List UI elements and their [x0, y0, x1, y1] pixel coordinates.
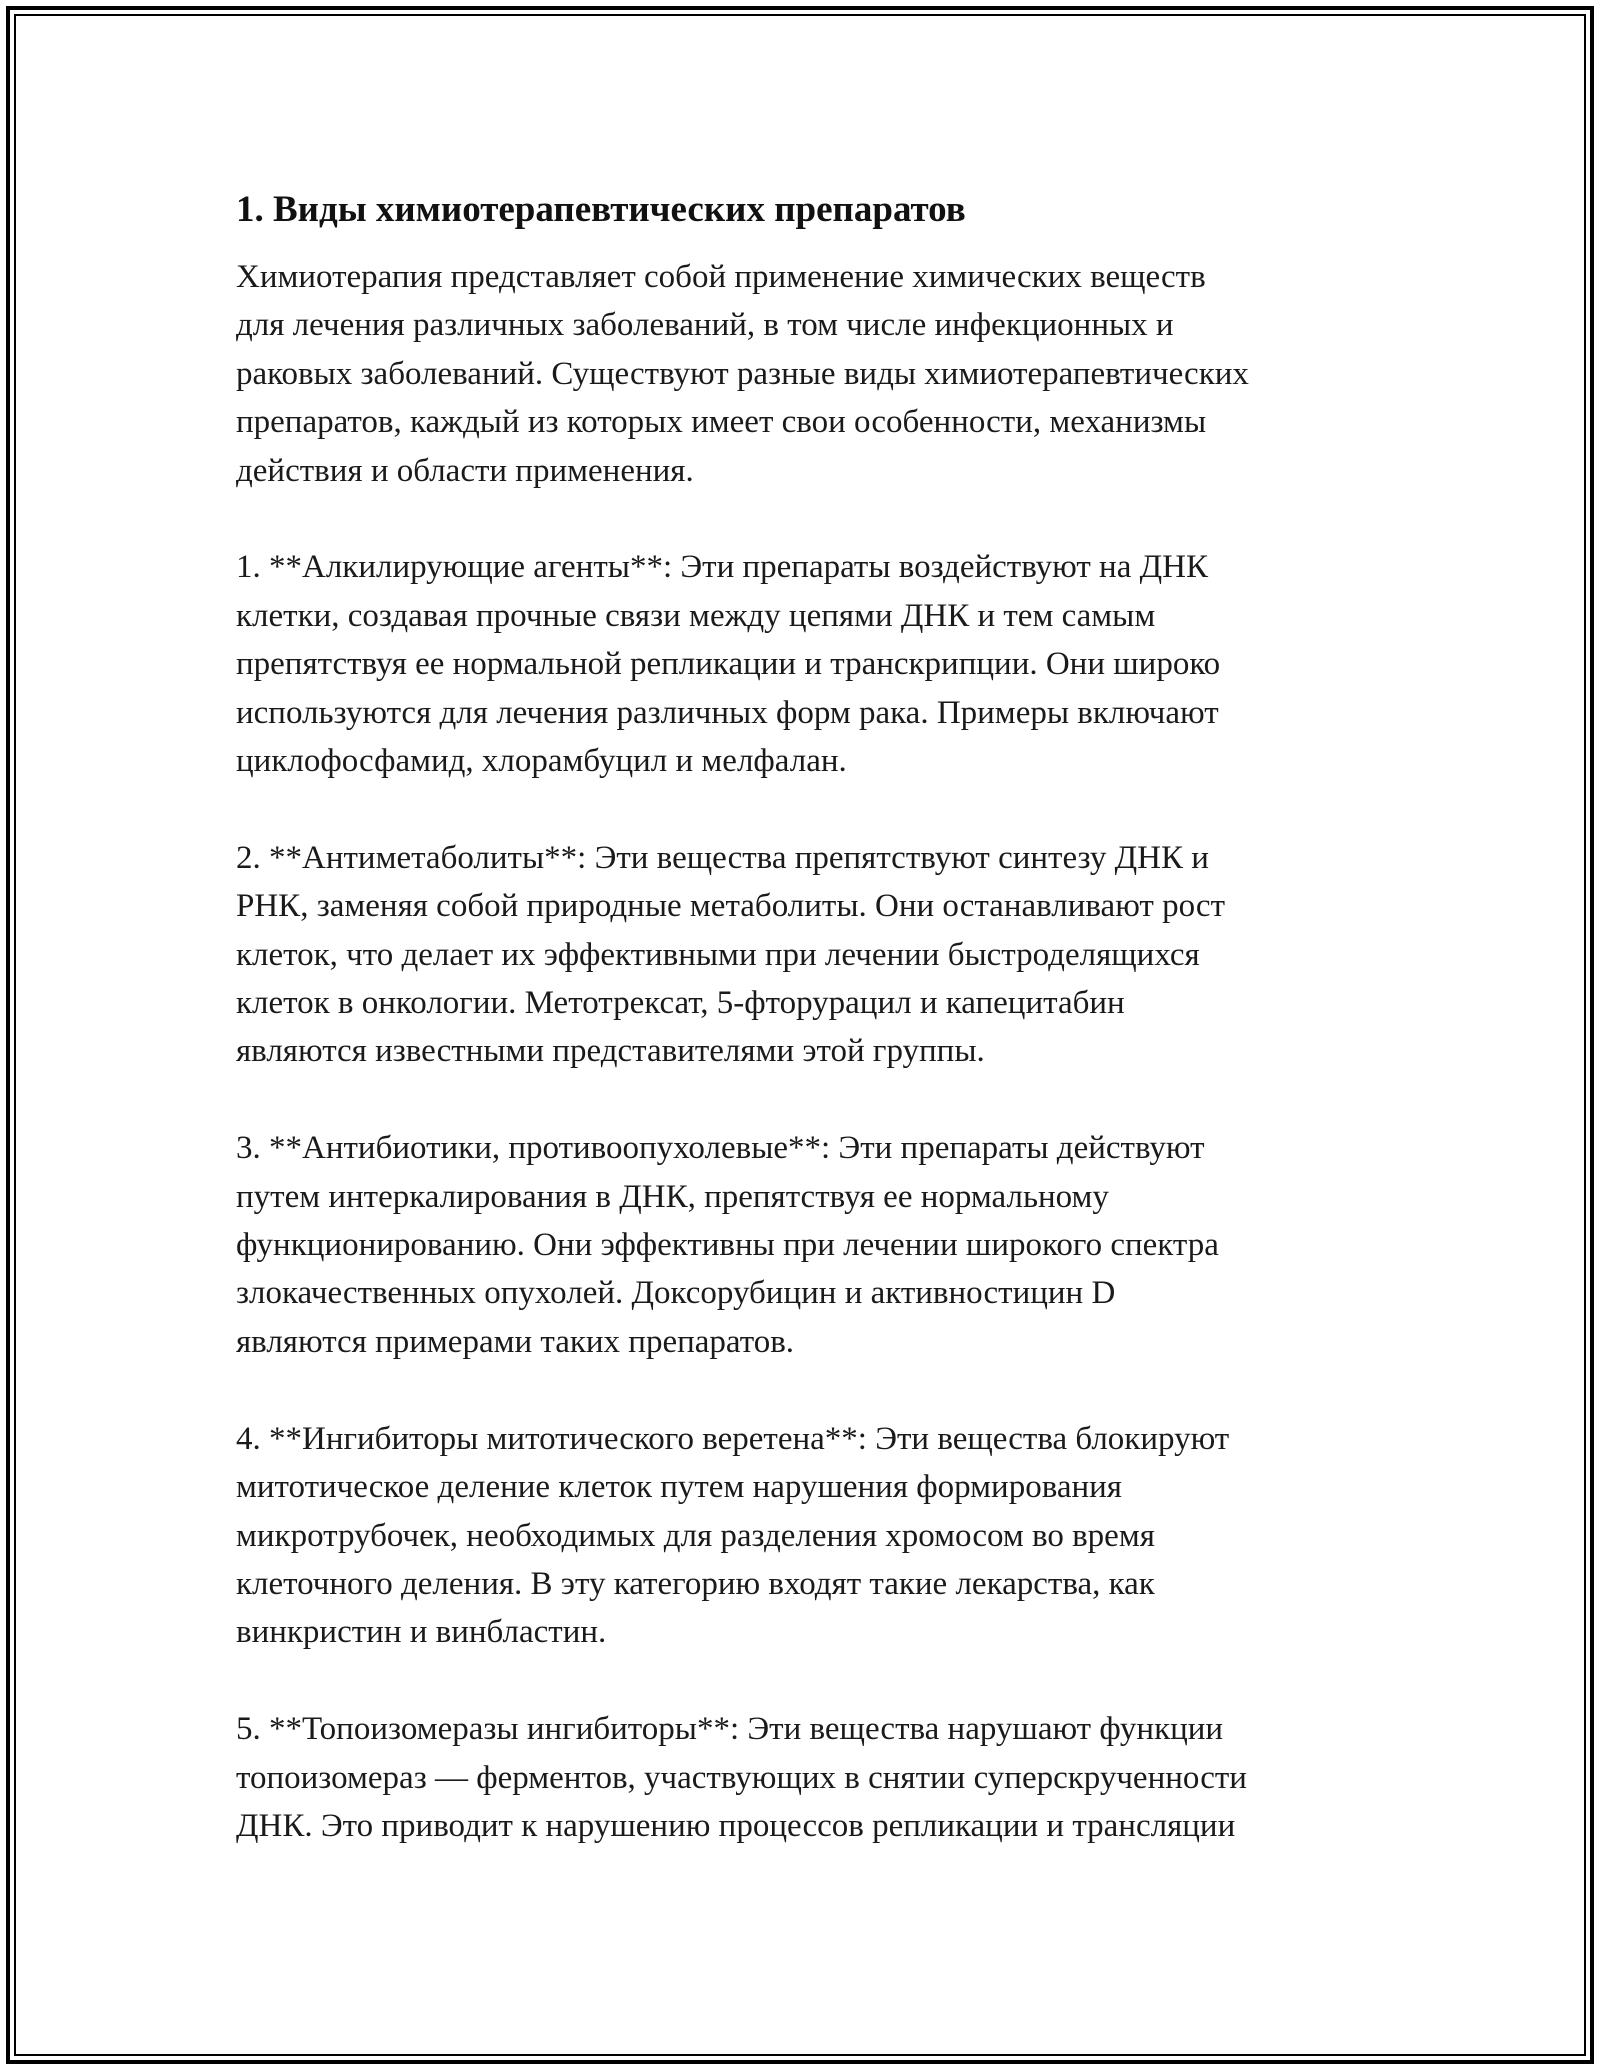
list-item-alkylating-agents: 1. **Алкилирующие агенты**: Эти препараты воздействуют на ДНК клетки, создавая прочные связи между цепями ДНК и тем самым препятствуя ее нормальной репликации и транскрипции. Они широко используются для лечения различных форм рака. Примеры включают циклофосфамид, хлорамбуцил и мелфалан. — [236, 549, 1221, 780]
list-item-mitotic-spindle-inhibitors: 4. **Ингибиторы митотического веретена**: Эти вещества блокируют митотическое деление клеток путем нарушения формирования микротрубочек, необходимых для разделения хромосом во время клеточного деления. В эту категорию входят такие лекарства, как винкристин и винбластин. — [236, 1420, 1230, 1651]
intro-paragraph: Химиотерапия представляет собой применение химических веществ для лечения различных заболеваний, в том числе инфекционных и раковых заболеваний. Существуют разные виды химиотерапевтических препаратов, каждый из которых имеет свои особенности, механизмы действия и области применения. — [236, 259, 1249, 489]
document-body — [236, 186, 1386, 1899]
section-heading: 1. Виды химиотерапевтических препаратов — [236, 189, 966, 230]
list-item-antimetabolites: 2. **Антиметаболиты**: Эти вещества препятствуют синтезу ДНК и РНК, заменяя собой природные метаболиты. Они останавливают рост клеток, что делает их эффективными при лечении быстроделящихся клеток в онкологии. Метотрексат, 5-фторурацил и капецитабин являются известными представителями этой группы. — [236, 839, 1225, 1070]
list-item-topoisomerase-inhibitors: 5. **Топоизомеразы ингибиторы**: Эти вещества нарушают функции топоизомераз — ферментов, участвующих в снятии суперскрученности ДНК. Это приводит к нарушению процессов репликации и трансляции — [236, 1711, 1247, 1844]
list-item-antitumor-antibiotics: 3. **Антибиотики, противоопухолевые**: Эти препараты действуют путем интеркалирования в ДНК, препятствуя ее нормальному функционированию. Они эффективны при лечении широкого спектра злокачественных опухолей. Доксорубицин и активностицин D являются примерами таких препаратов. — [236, 1130, 1219, 1360]
